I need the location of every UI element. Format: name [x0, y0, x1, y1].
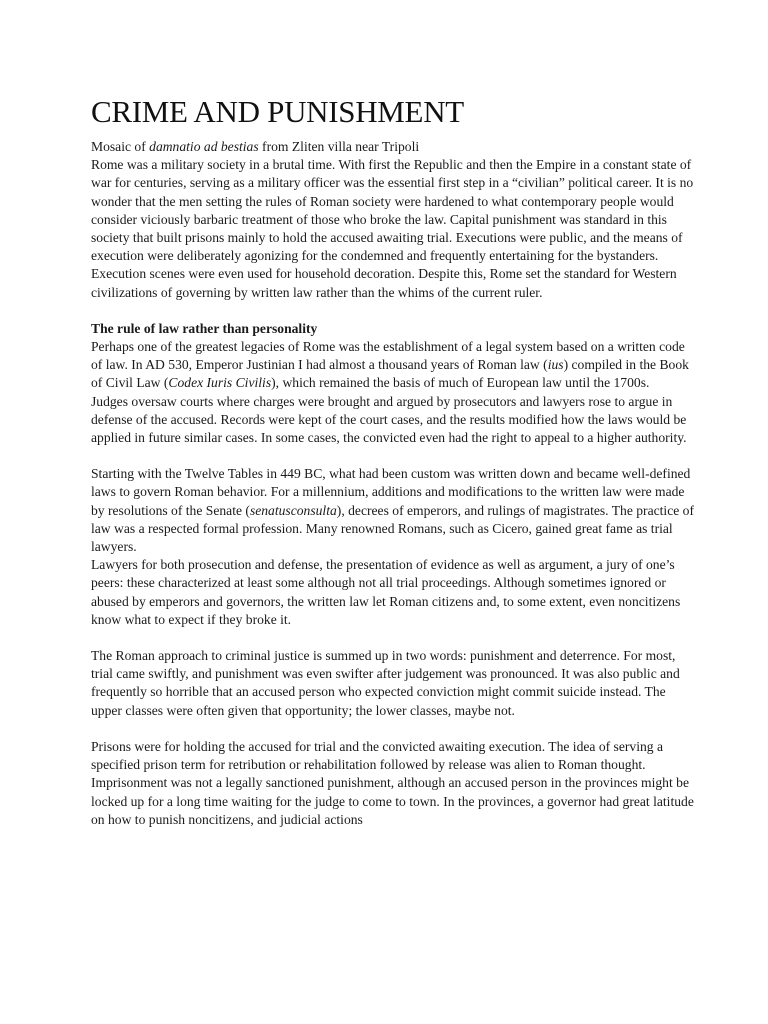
- page-title: CRIME AND PUNISHMENT: [91, 94, 464, 129]
- intro-paragraph: Rome was a military society in a brutal time. With first the Republic and then the Empire in a constant state of war for centuries, serving as a military officer was the essential first step in a “civilian” political career. It is no wonder that the men setting the rules of Roman society were hardened to what contemporary people would consider viciously barbaric treatment of those who broke the law. Capital punishment was standard in this society that built prisons mainly to hold the accused awaiting trial. Executions were public, and the means of execution were deliberately agonizing for the condemned and frequently entertaining for the bystanders. Execution scenes were even used for household decoration. Despite this, Rome set the standard for Western civilizations of governing by written law rather than the whims of the current ruler.: [91, 157, 694, 300]
- image-caption: Mosaic of damnatio ad bestias from Zliten villa near Tripoli: [91, 139, 420, 154]
- paragraph-prisons: Prisons were for holding the accused for trial and the convicted awaiting execution. The idea of serving a specified prison term for retribution or rehabilitation followed by release was alien to Roman thought. Imprisonment was not a legally sanctioned punishment, although an accused person in the provinces might be locked up for a long time waiting for the judge to come to town. In the provinces, a governor had great latitude on how to punish noncitizens, and judicial actions: [91, 738, 694, 827]
- spacer: [91, 720, 698, 738]
- paragraph-twelve-tables: Starting with the Twelve Tables in 449 BC, what had been custom was written down and became well-defined laws to govern Roman behavior. For a millennium, additions and modifications to the written law were made by resolutions of the Senate (senatusconsulta), decrees of emperors, and rulings of magistrates. The practice of law was a respected formal profession. Many renowned Romans, such as Cicero, gained great fame as trial lawyers.: [91, 466, 694, 555]
- spacer: [91, 447, 698, 465]
- spacer: [91, 302, 698, 320]
- paragraph-lawyers: Lawyers for both prosecution and defense, the presentation of evidence as well as argument, a jury of one’s peers: these characterized at least some although not all trial proceedings. Although sometimes ignored or abused by emperors and governors, the written law let Roman citizens and, to some extent, even noncitizens know what to expect if they broke it.: [91, 557, 681, 627]
- spacer: [91, 629, 698, 647]
- paragraph-judges: Judges oversaw courts where charges were brought and argued by prosecutors and lawyers rose to argue in defense of the accused. Records were kept of the court cases, and the results modified how the laws would be applied in future similar cases. In some cases, the convicted even had the right to appeal to a higher authority.: [91, 393, 687, 446]
- paragraph-legacy: Perhaps one of the greatest legacies of Rome was the establishment of a legal system based on a written code of law. In AD 530, Emperor Justinian I had almost a thousand years of Roman law (ius) compiled in the Book of Civil Law (Codex Iuris Civilis), which remained the basis of much of European law until the 1700s.: [91, 339, 689, 391]
- caption-italic: damnatio ad bestias: [149, 139, 259, 154]
- paragraph-approach: The Roman approach to criminal justice is summed up in two words: punishment and deterrence. For most, trial came swiftly, and punishment was even swifter after judgement was pronounced. It was also public and frequently so horrible that an accused person who expected conviction might commit suicide instead. The upper classes were often given that opportunity; the lower classes, maybe not.: [91, 648, 680, 718]
- section-heading: The rule of law rather than personality: [91, 320, 318, 336]
